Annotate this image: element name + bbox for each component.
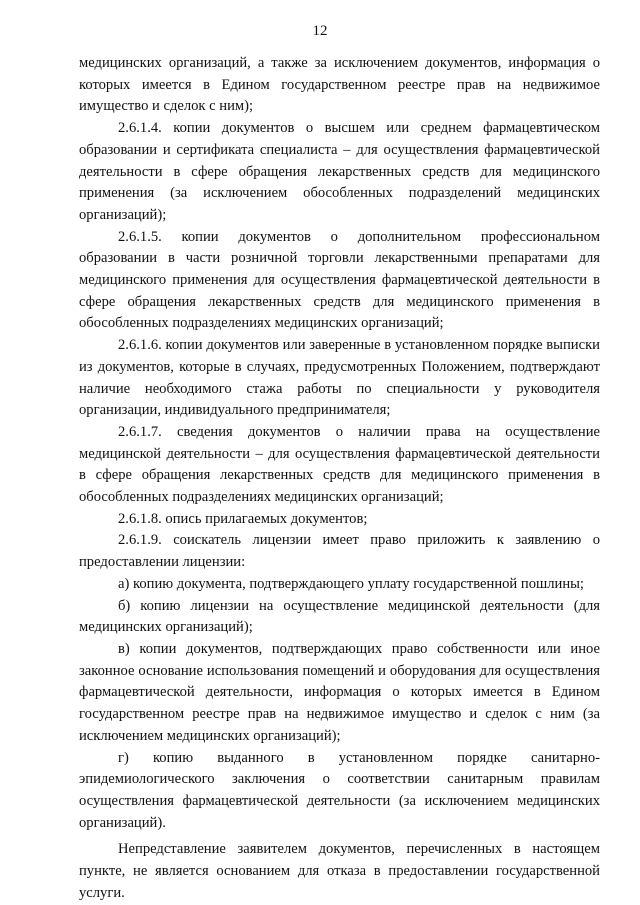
list-item-b: б) копию лицензии на осуществление медицинской деятельности (для медицинских организаций);	[79, 597, 600, 636]
list-item-v: в) копии документов, подтверждающих право собственности или иное законное основание использования помещений и оборудования для осуществления фармацевтической деятельности, информация о которых имеется в Едином государственном реестре прав на недвижимое имущество и сделок с ним (за исключением медицинских организаций);	[79, 640, 600, 744]
page-number: 12	[312, 23, 328, 39]
list-item-g: г) копию выданного в установленном порядке санитарно-эпидемиологического заключения о соответствии санитарным правилам осуществления фармацевтической деятельности (за исключением медицинских организаций).	[79, 749, 600, 831]
paragraph-2-6-1-8: 2.6.1.8. опись прилагаемых документов;	[118, 510, 368, 527]
paragraph-2-6-1-6: 2.6.1.6. копии документов или заверенные в установленном порядке выписки из документов, которые в случаях, предусмотренных Положением, подтверждают наличие необходимого стажа работы по специальности у руководителя организации, индивидуального предпринимателя;	[79, 337, 600, 419]
paragraph-continuation: медицинских организаций, а также за исключением документов, информация о которых имеется в Едином государственном реестре прав на недвижимое имущество и сделок с ним);	[79, 55, 600, 115]
document-body	[79, 53, 600, 904]
paragraph-2-6-1-9: 2.6.1.9. соискатель лицензии имеет право приложить к заявлению о предоставлении лицензии:	[79, 532, 600, 571]
paragraph-2-6-1-4: 2.6.1.4. копии документов о высшем или среднем фармацевтическом образовании и сертификата специалиста – для осуществления фармацевтической деятельности в сфере обращения лекарственных средств для медицинского применения (за исключением обособленных подразделений медицинских организаций);	[79, 120, 600, 223]
paragraph-2-6-1-5: 2.6.1.5. копии документов о дополнительном профессиональном образовании в части розничной торговли лекарственными препаратами для медицинского применения для осуществления фармацевтической деятельности в сфере обращения лекарственных средств для медицинского применения в обособленных подразделениях медицинских организаций;	[79, 228, 600, 332]
paragraph-final-note: Непредставление заявителем документов, перечисленных в настоящем пункте, не является основанием для отказа в предоставлении государственной услуги.	[79, 841, 600, 901]
paragraph-2-6-1-7: 2.6.1.7. сведения документов о наличии права на осуществление медицинской деятельности – для осуществления фармацевтической деятельности в сфере обращения лекарственных средств для медицинского применения в обособленных подразделениях медицинских организаций;	[79, 423, 600, 506]
list-item-a: а) копию документа, подтверждающего уплату государственной пошлины;	[118, 575, 584, 592]
